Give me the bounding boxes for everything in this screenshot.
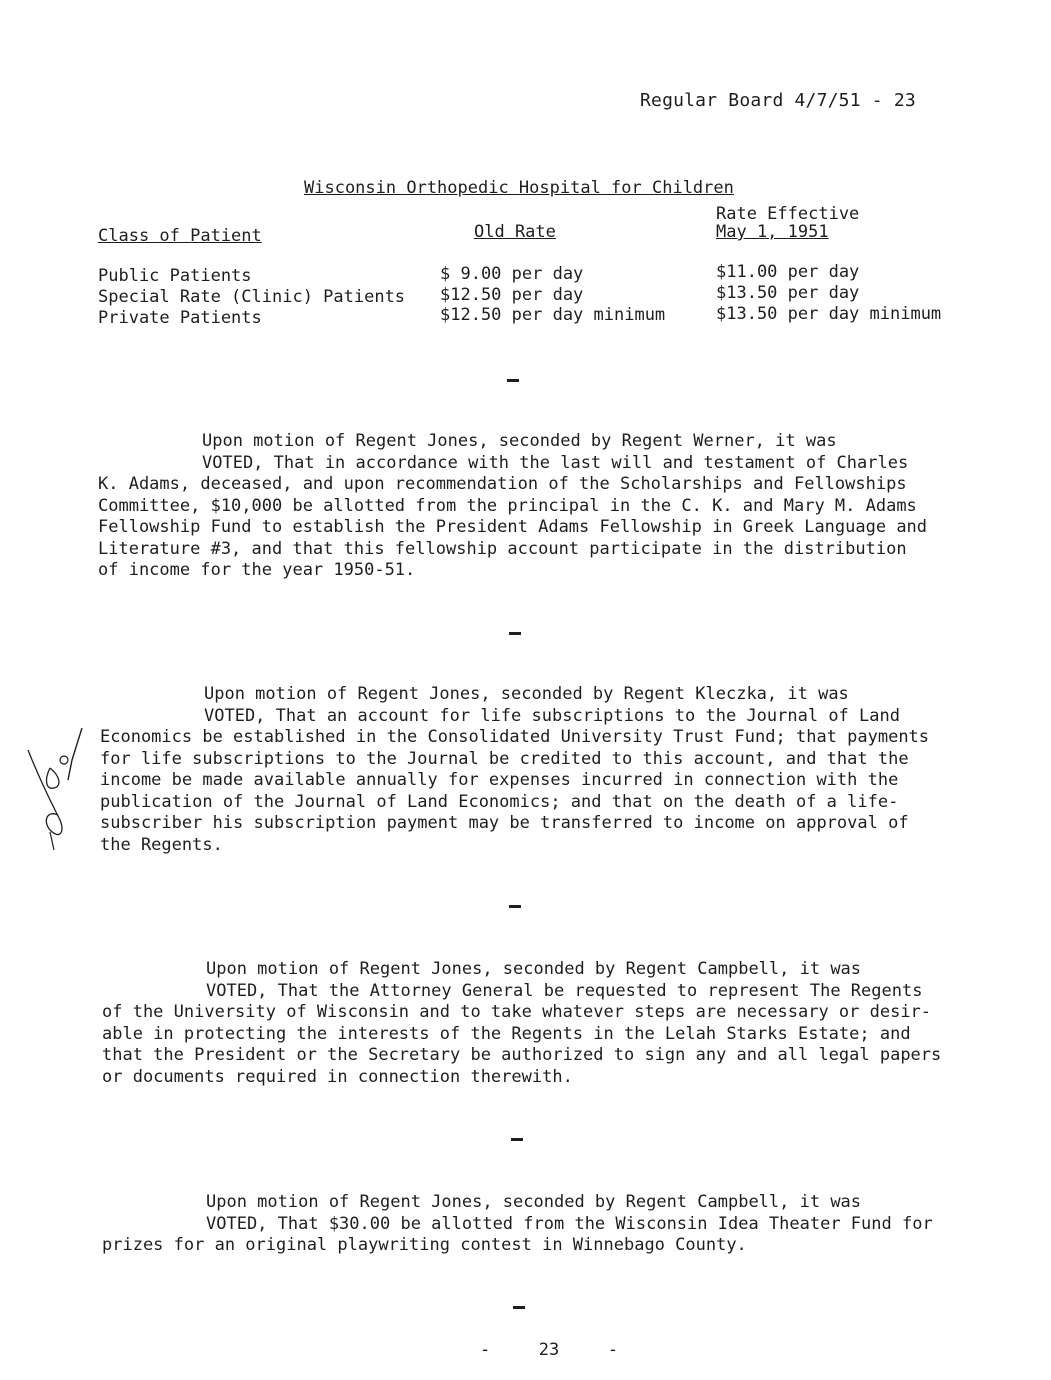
paragraph-line: that the President or the Secretary be authorized to sign any and all legal papers (102, 1045, 942, 1065)
paragraph-line: Upon motion of Regent Jones, seconded by Regent Campbell, it was (206, 1192, 862, 1212)
table-title: Wisconsin Orthopedic Hospital for Children (304, 178, 734, 198)
paragraph-line: Literature #3, and that this fellowship account participate in the distribution (98, 538, 907, 559)
column-header-new-rate (716, 205, 859, 241)
column-header-new-rate-line2: May 1, 1951 (716, 222, 829, 242)
section-divider (509, 632, 521, 635)
column-header-new-rate-line1: Rate Effective (716, 204, 860, 224)
paragraph-line: VOTED, That $30.00 be allotted from the Wisconsin Idea Theater Fund for (206, 1213, 933, 1234)
paragraph-line: prizes for an original playwriting contest in Winnebago County. (102, 1235, 747, 1255)
paragraph-line: Upon motion of Regent Jones, seconded by Regent Kleczka, it was (204, 684, 849, 704)
table-row-class: Special Rate (Clinic) Patients (98, 287, 406, 307)
resolution-paragraph (102, 1192, 982, 1257)
resolution-paragraph (98, 431, 978, 582)
table-row-new: $11.00 per day (716, 262, 860, 282)
table-row-class: Private Patients (98, 308, 262, 328)
section-divider (509, 905, 521, 908)
paragraph-line: or documents required in connection therewith. (102, 1066, 573, 1087)
table-row-new: $13.50 per day (716, 283, 860, 303)
paragraph-line: K. Adams, deceased, and upon recommendation of the Scholarships and Fellowships (98, 474, 907, 494)
paragraph-line: VOTED, That the Attorney General be requested to represent The Regents (206, 980, 923, 1001)
column-header-class: Class of Patient (98, 226, 262, 246)
paragraph-line: Economics be established in the Consolidated University Trust Fund; that payments (100, 727, 930, 747)
paragraph-line: Upon motion of Regent Jones, seconded by Regent Werner, it was (202, 431, 837, 451)
table-row-new: $13.50 per day minimum (716, 304, 942, 324)
handwritten-margin-mark (20, 720, 100, 860)
resolution-paragraph (102, 959, 982, 1088)
resolution-paragraph (100, 684, 980, 856)
paragraph-line: VOTED, That an account for life subscriptions to the Journal of Land (204, 705, 900, 726)
table-row-old: $ 9.00 per day (440, 264, 584, 284)
footer-right-dash: - (607, 1340, 618, 1360)
paragraph-line: for life subscriptions to the Journal be credited to this account, and that the (100, 748, 909, 769)
paragraph-line: Upon motion of Regent Jones, seconded by Regent Campbell, it was (206, 959, 862, 979)
paragraph-line: of the University of Wisconsin and to take whatever steps are necessary or desir- (102, 1002, 932, 1022)
paragraph-line: of income for the year 1950-51. (98, 560, 416, 580)
column-header-old-rate: Old Rate (474, 222, 556, 242)
running-head: Regular Board 4/7/51 - 23 (640, 90, 916, 111)
section-divider (513, 1306, 525, 1309)
page-number: 23 (538, 1340, 560, 1360)
section-divider (511, 1138, 523, 1141)
paragraph-line: Fellowship Fund to establish the President Adams Fellowship in Greek Language and (98, 517, 928, 537)
paragraph-line: subscriber his subscription payment may be transferred to income on approval of (100, 813, 909, 833)
section-divider (507, 379, 519, 382)
table-row-old: $12.50 per day minimum (440, 305, 666, 325)
footer-left-dash: - (480, 1340, 491, 1360)
page-footer (480, 1340, 618, 1360)
paragraph-line: the Regents. (100, 834, 223, 855)
paragraph-line: income be made available annually for expenses incurred in connection with the (100, 770, 899, 790)
paragraph-line: VOTED, That in accordance with the last will and testament of Charles (202, 452, 909, 473)
paragraph-line: publication of the Journal of Land Economics; and that on the death of a life- (100, 791, 899, 812)
table-row-class: Public Patients (98, 266, 252, 286)
paragraph-line: Committee, $10,000 be allotted from the principal in the C. K. and Mary M. Adams (98, 495, 917, 516)
table-row-old: $12.50 per day (440, 285, 584, 305)
paragraph-line: able in protecting the interests of the Regents in the Lelah Starks Estate; and (102, 1023, 911, 1044)
